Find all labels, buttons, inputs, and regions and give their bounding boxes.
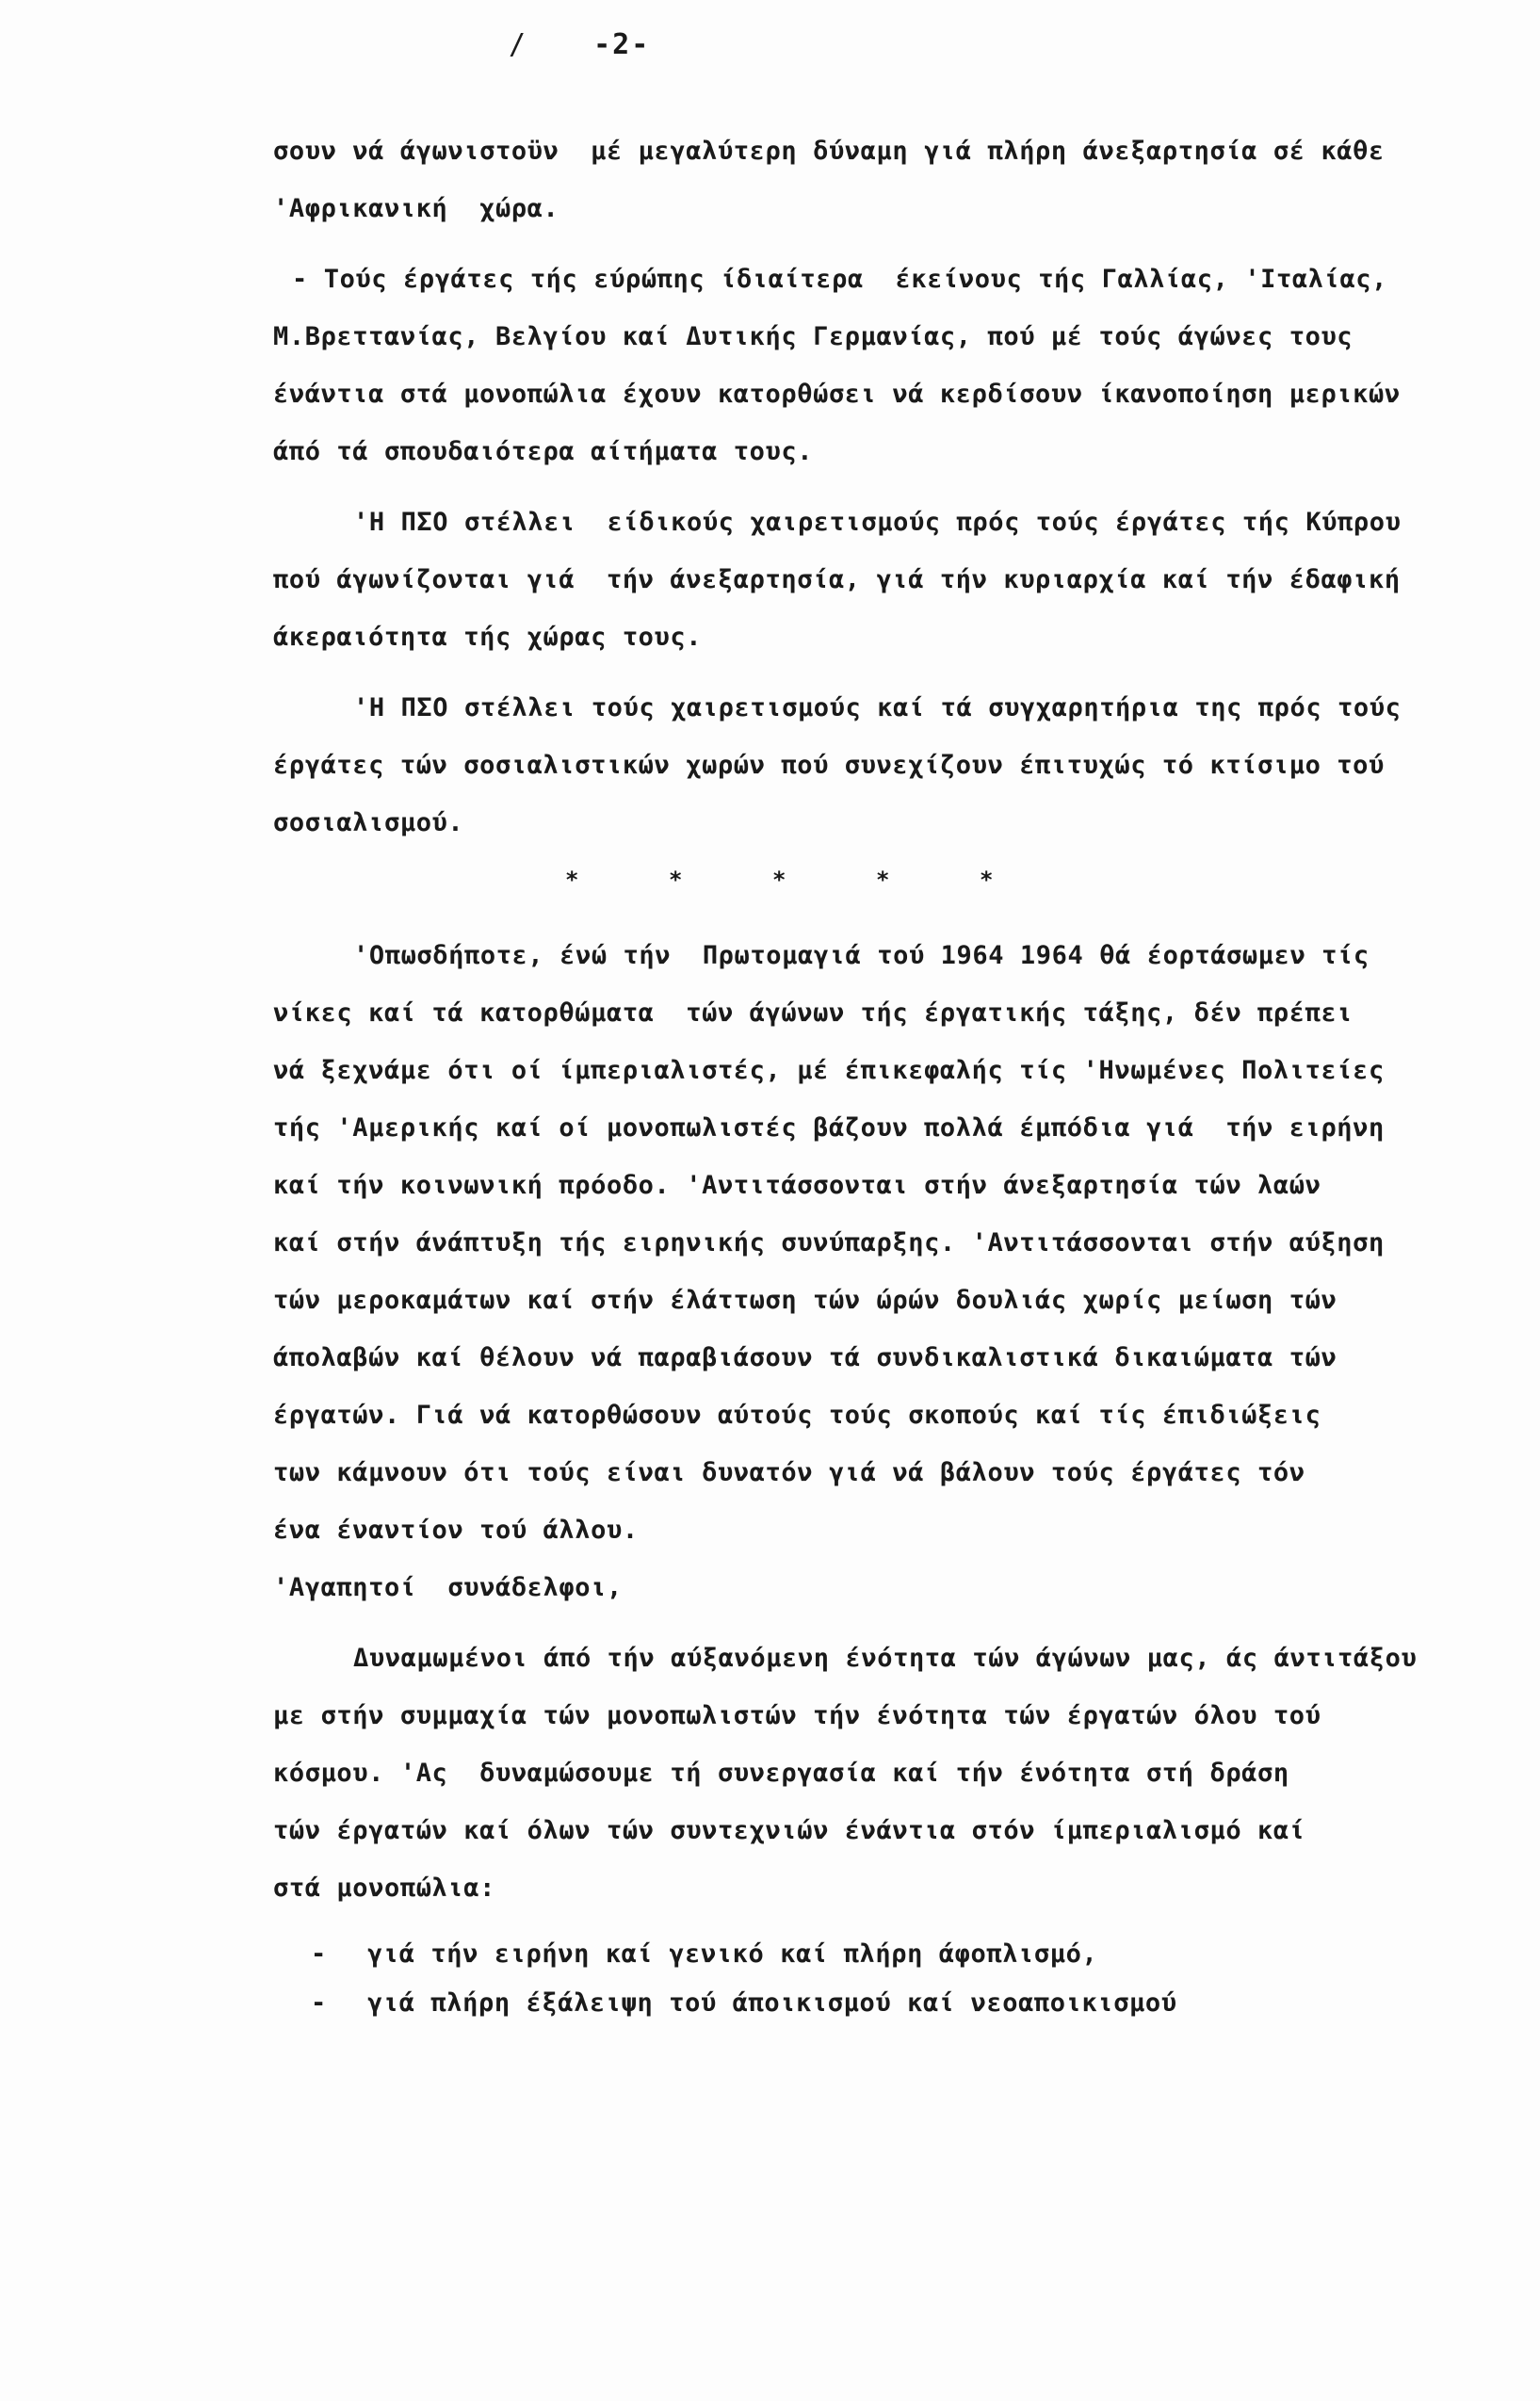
text-line: στά μονοπώλια:	[273, 1874, 495, 1903]
text-line: - Τούς έργάτες τής εύρώπης ίδιαίτερα έκείνους τής Γαλλίας, 'Ιταλίας,	[292, 265, 1388, 294]
text-line: νίκες καί τά κατορθώματα τών άγώνων τής έργατικής τάξης, δέν πρέπει	[273, 998, 1354, 1028]
text-line: πού άγωνίζονται γιά τήν άνεξαρτησία, γιά τήν κυριαρχία καί τήν έδαφική	[273, 565, 1401, 594]
list-item	[311, 1979, 1469, 2028]
paragraph-3	[273, 494, 1469, 666]
text-line: καί στήν άνάπτυξη τής ειρηνικής συνύπαρξης. 'Αντιτάσσονται στήν αύξηση	[273, 1228, 1385, 1257]
text-line: σουν νά άγωνιστοϋν μέ μεγαλύτερη δύναμη γιά πλήρη άνεξαρτησία σέ κάθε	[273, 137, 1385, 166]
separator-star: *	[669, 867, 684, 893]
text-line: καί τήν κοινωνική πρόοδο. 'Αντιτάσσονται στήν άνεξαρτησία τών λαών	[273, 1171, 1321, 1200]
text-line: 'Η ΠΣΟ στέλλει είδικούς χαιρετισμούς πρός τούς έργάτες τής Κύπρου	[353, 508, 1402, 537]
text-line: ένα έναντίον τού άλλου.	[273, 1516, 639, 1545]
bullet-list	[273, 1930, 1469, 2028]
text-line: σοσιαλισμού.	[273, 808, 464, 837]
document-body	[273, 122, 1469, 2028]
text-line: Μ.Βρεττανίας, Βελγίου καί Δυτικής Γερμανίας, πού μέ τούς άγώνες τους	[273, 322, 1354, 351]
text-line: έργατών. Γιά νά κατορθώσουν αύτούς τούς σκοπούς καί τίς έπιδιώξεις	[273, 1401, 1321, 1430]
bullet-dash: -	[311, 1939, 327, 1969]
separator-star: *	[876, 867, 891, 893]
text-line: άκεραιότητα τής χώρας τους.	[273, 623, 703, 652]
text-line: με στήν συμμαχία τών μονοπωλιστών τήν ένότητα τών έργατών όλου τού	[273, 1701, 1321, 1730]
page-header	[509, 28, 650, 61]
text-line: 'Αγαπητοί συνάδελφοι,	[273, 1573, 623, 1602]
salutation	[273, 1559, 1469, 1616]
list-item	[311, 1930, 1469, 1979]
paragraph-5	[273, 927, 1469, 1559]
text-line: κόσμου. 'Ας δυναμώσουμε τή συνεργασία καί τήν ένότητα στή δράση	[273, 1759, 1289, 1788]
bullet-dash: -	[311, 1988, 327, 2018]
text-line: έργάτες τών σοσιαλιστικών χωρών πού συνεχίζουν έπιτυχώς τό κτίσιμο τού	[273, 751, 1385, 780]
separator-star: *	[772, 867, 787, 893]
paragraph-7	[273, 1630, 1469, 1917]
paragraph-1	[273, 122, 1469, 237]
text-line: 'Η ΠΣΟ στέλλει τούς χαιρετισμούς καί τά συγχαρητήρια της πρός τούς	[353, 693, 1402, 722]
text-line: 'Οπωσδήποτε, ένώ τήν Πρωτομαγιά τού 1964 1964 θά έορτάσωμεν τίς	[353, 941, 1370, 970]
section-separator	[273, 852, 1469, 927]
text-line: νά ξεχνάμε ότι οί ίμπεριαλιστές, μέ έπικεφαλής τίς 'Ηνωμένες Πολιτείες	[273, 1056, 1385, 1085]
text-line: τών μεροκαμάτων καί στήν έλάττωση τών ώρών δουλιάς χωρίς μείωση τών	[273, 1286, 1337, 1315]
text-line: Δυναμωμένοι άπό τήν αύξανόμενη ένότητα τών άγώνων μας, άς άντιτάξου	[353, 1644, 1418, 1673]
text-line: άπό τά σπουδαιότερα αίτήματα τους.	[273, 437, 814, 466]
page-number: -2-	[593, 28, 651, 61]
text-line: τών έργατών καί όλων τών συντεχνιών ένάντια στόν ίμπεριαλισμό καί	[273, 1816, 1305, 1845]
text-line: άπολαβών καί θέλουν νά παραβιάσουν τά συνδικαλιστικά δικαιώματα τών	[273, 1343, 1337, 1372]
bullet-text: γιά τήν ειρήνη καί γενικό καί πλήρη άφοπλισμό,	[367, 1939, 1098, 1969]
text-line: τής 'Αμερικής καί οί μονοπωλιστές βάζουν πολλά έμπόδια γιά τήν ειρήνη	[273, 1113, 1385, 1143]
text-line: 'Αφρικανική χώρα.	[273, 194, 559, 223]
bullet-text: γιά πλήρη έξάλειψη τού άποικισμού καί νεοαποικισμού	[367, 1988, 1177, 2018]
paragraph-4	[273, 679, 1469, 852]
text-line: των κάμνουν ότι τούς είναι δυνατόν γιά νά βάλουν τούς έργάτες τόν	[273, 1458, 1305, 1487]
text-line: ένάντια στά μονοπώλια έχουν κατορθώσει νά κερδίσουν ίκανοποίηση μερικών	[273, 380, 1401, 409]
separator-star: *	[565, 867, 580, 893]
separator-star: *	[980, 867, 995, 893]
slash-mark: /	[509, 28, 528, 61]
paragraph-2	[273, 251, 1469, 480]
